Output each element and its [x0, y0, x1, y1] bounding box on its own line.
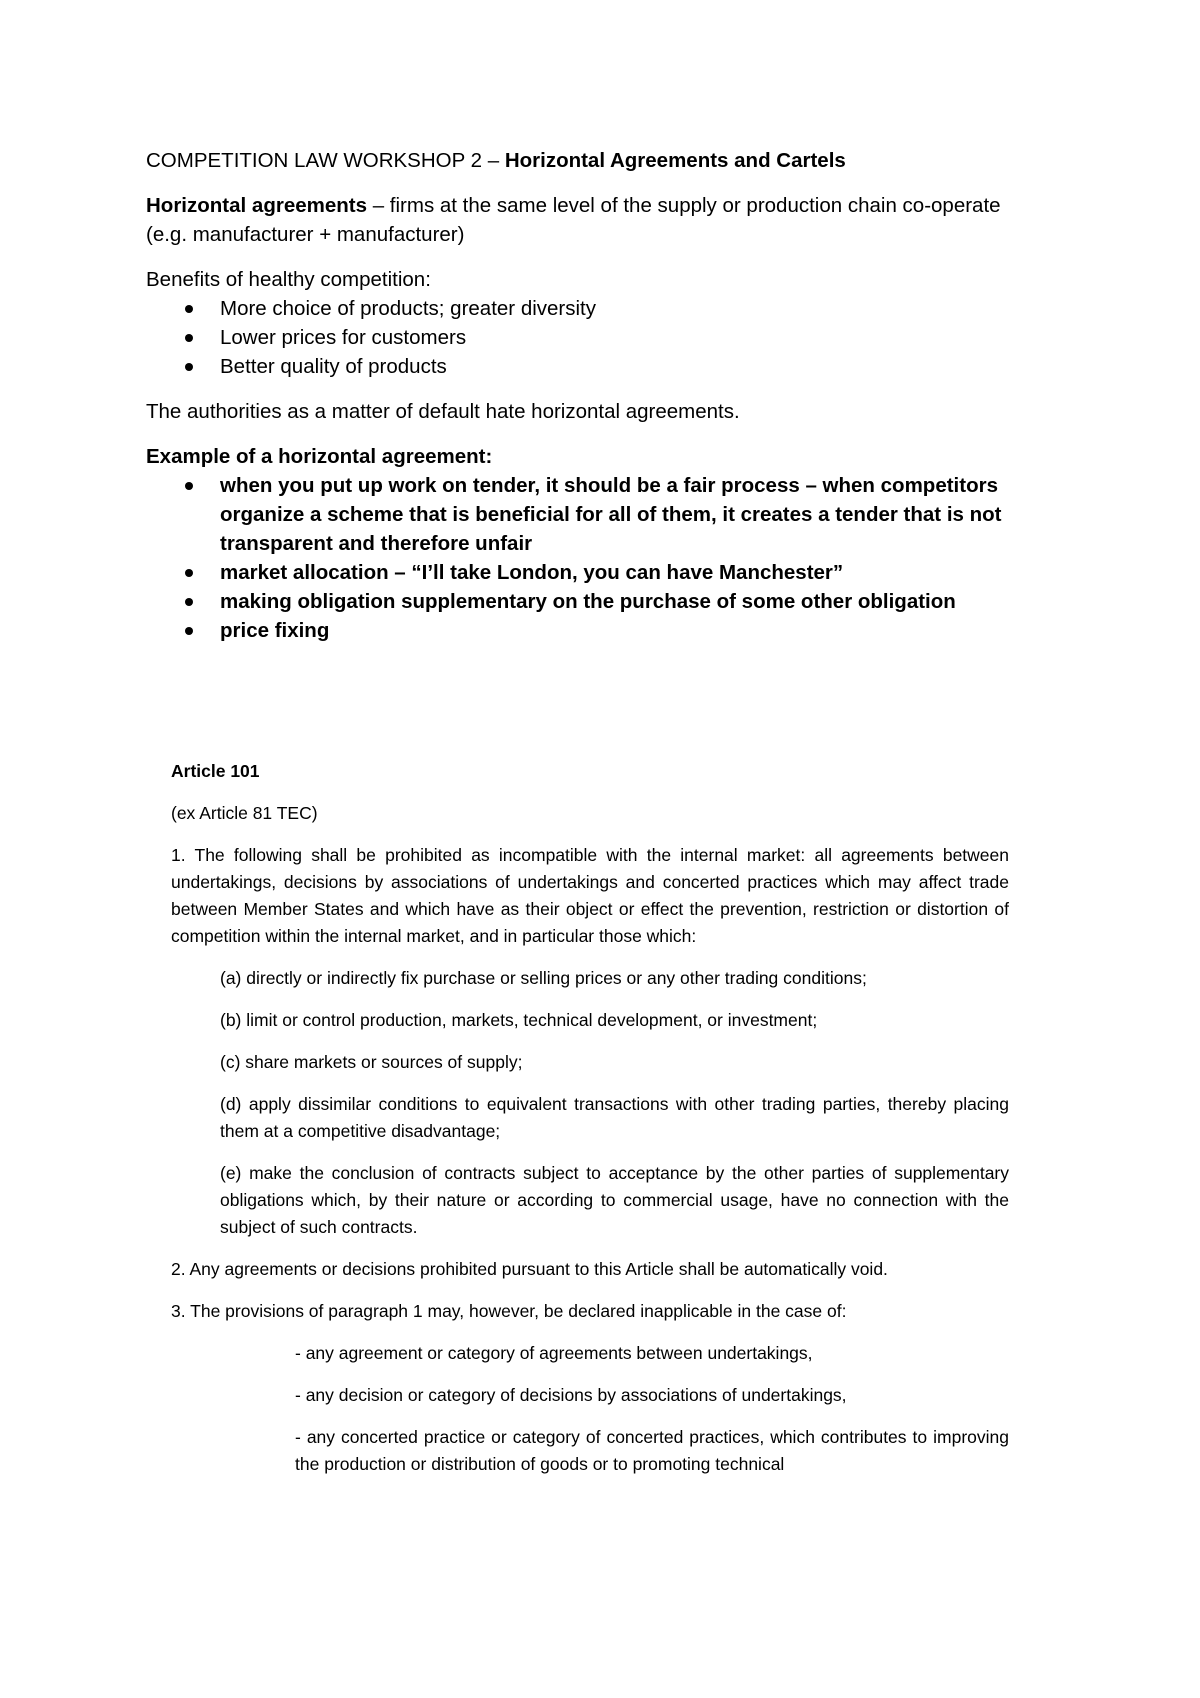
article-subitem-d: (d) apply dissimilar conditions to equivalent transactions with other trading parties, thereby placing them at a competitive disadvantage; [220, 1094, 1009, 1141]
list-item [146, 352, 1026, 381]
bullet-icon [185, 305, 193, 313]
list-item [146, 616, 1026, 645]
article-subitem-b: (b) limit or control production, markets, technical development, or investment; [220, 1010, 818, 1030]
bullet-icon [185, 363, 193, 371]
article-dash-item: - any decision or category of decisions by associations of undertakings, [295, 1385, 847, 1405]
article-paragraph-3: 3. The provisions of paragraph 1 may, however, be declared inapplicable in the case of: [171, 1301, 847, 1321]
list-item [146, 587, 1026, 616]
list-item [146, 471, 1026, 558]
title-prefix: COMPETITION LAW WORKSHOP 2 – [146, 149, 505, 172]
examples-heading: Example of a horizontal agreement: [146, 445, 493, 468]
page-title [146, 146, 1026, 175]
article-subitem-c: (c) share markets or sources of supply; [220, 1052, 523, 1072]
article-paragraph-1: 1. The following shall be prohibited as incompatible with the internal market: all agreements between undertakings, decisions by associations of undertakings and concerted practices which may affect trade between Member States and which have as their object or effect the prevention, restriction or distortion of competition within the internal market, and in particular those which: [171, 845, 1009, 946]
list-item-text: Lower prices for customers [220, 326, 467, 349]
article-subtitle: (ex Article 81 TEC) [171, 803, 318, 823]
title-highlight: Horizontal Agreements and Cartels [504, 149, 846, 172]
list-item [146, 558, 1026, 587]
article-title: Article 101 [171, 761, 260, 781]
definition-term: Horizontal agreements [146, 194, 367, 217]
benefits-intro: Benefits of healthy competition: [146, 268, 431, 291]
list-item-text: price fixing [220, 619, 330, 642]
benefits-list [146, 294, 1026, 381]
bullet-icon [185, 569, 193, 577]
article-subitem-a: (a) directly or indirectly fix purchase or selling prices or any other trading conditions; [220, 968, 867, 988]
workshop-notes [146, 146, 1026, 661]
article-dash-item: - any agreement or category of agreements between undertakings, [295, 1343, 813, 1363]
list-item-text: when you put up work on tender, it should be a fair process – when competitors organize a scheme that is beneficial for all of them, it creates a tender that is not transparent and therefore unfair [220, 474, 1002, 555]
list-item-text: making obligation supplementary on the purchase of some other obligation [220, 590, 956, 613]
bullet-icon [185, 334, 193, 342]
article-dash-item: - any concerted practice or category of concerted practices, which contributes to improving the production or distribution of goods or to promoting technical [295, 1427, 1009, 1474]
list-item [146, 294, 1026, 323]
list-item [146, 323, 1026, 352]
default-statement: The authorities as a matter of default hate horizontal agreements. [146, 400, 740, 423]
list-item-text: More choice of products; greater diversity [220, 297, 596, 320]
article-101-excerpt [171, 758, 1009, 1478]
list-item-text: market allocation – “I’ll take London, you can have Manchester” [220, 561, 844, 584]
article-paragraph-2: 2. Any agreements or decisions prohibited pursuant to this Article shall be automatically void. [171, 1259, 888, 1279]
bullet-icon [185, 598, 193, 606]
bullet-icon [185, 627, 193, 635]
definition-text: – firms at the same level of the supply or production chain co-operate (e.g. manufacturer + manufacturer) [146, 194, 1001, 246]
examples-list [146, 471, 1026, 645]
list-item-text: Better quality of products [220, 355, 447, 378]
article-subitem-e: (e) make the conclusion of contracts subject to acceptance by the other parties of supplementary obligations which, by their nature or according to commercial usage, have no connection with the subject of such contracts. [220, 1163, 1009, 1237]
bullet-icon [185, 482, 193, 490]
definition-paragraph [146, 191, 1026, 249]
